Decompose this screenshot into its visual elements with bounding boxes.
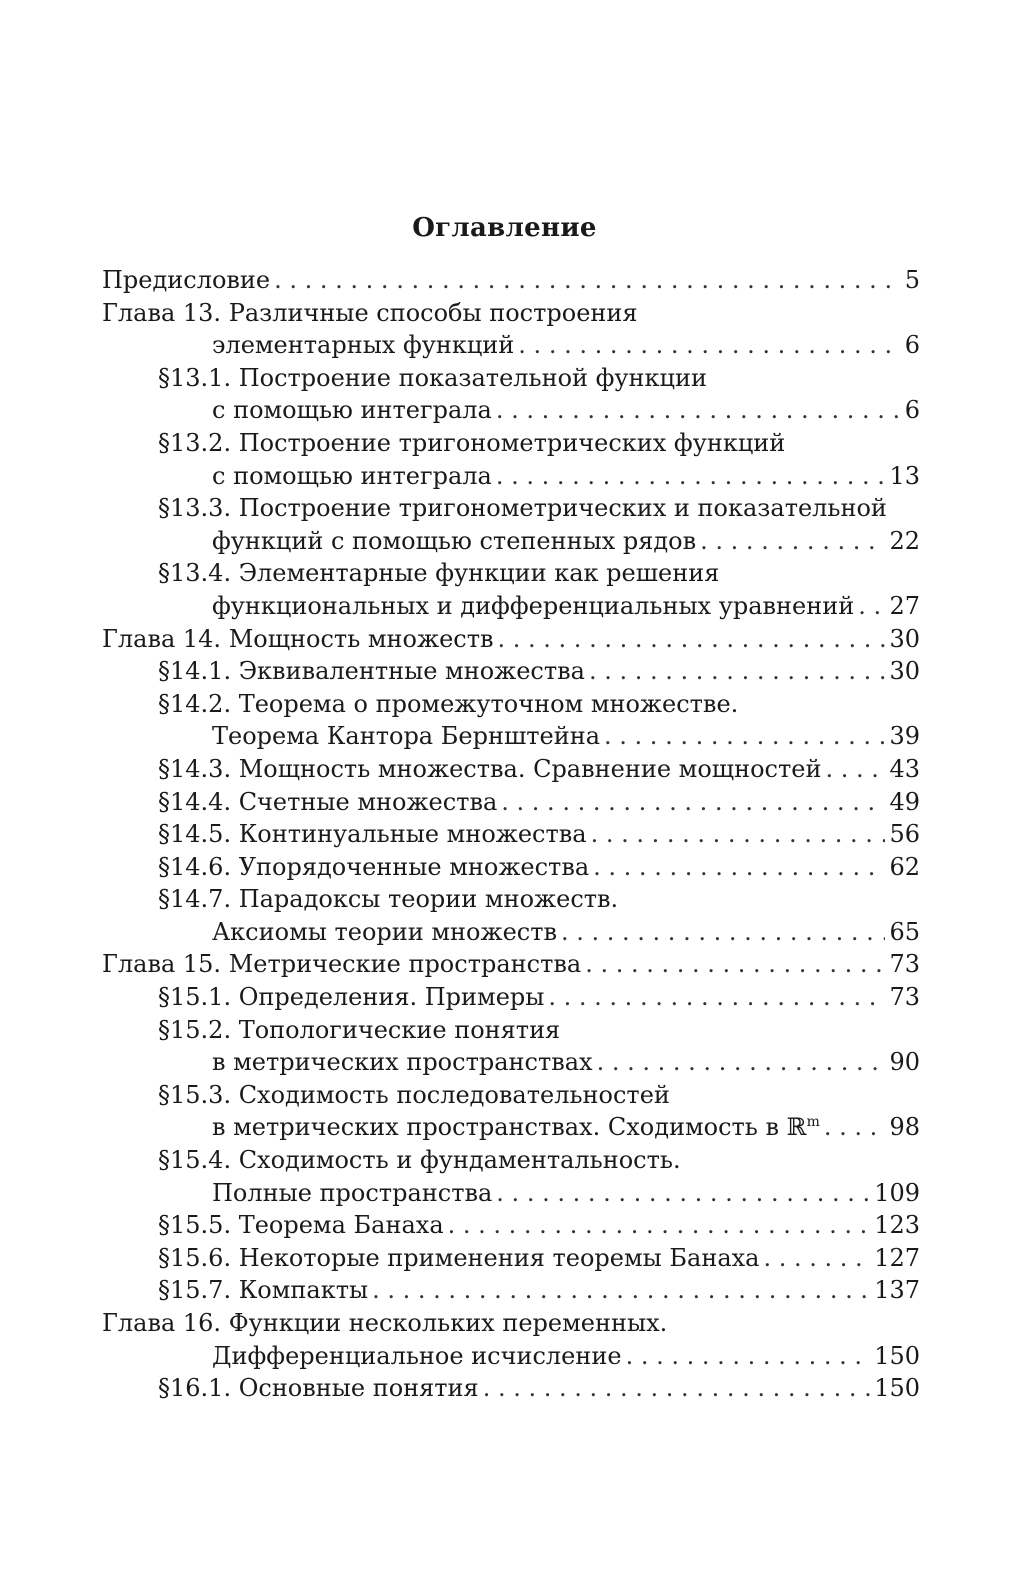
toc-entry-page-number: 73 bbox=[889, 950, 920, 979]
table-of-contents bbox=[102, 264, 920, 1405]
toc-entry-title: §15.4. Сходимость и фундаментальность. bbox=[158, 1146, 681, 1175]
toc-entry bbox=[102, 329, 920, 362]
toc-entry bbox=[102, 1144, 920, 1177]
dot-leader bbox=[483, 1372, 870, 1405]
toc-entry-page-number: 43 bbox=[889, 754, 920, 783]
toc-entry-title: Полные пространства bbox=[212, 1178, 493, 1207]
toc-entry bbox=[102, 1014, 920, 1047]
toc-entry-page-number: 73 bbox=[889, 983, 920, 1012]
toc-entry-page-number: 22 bbox=[889, 526, 920, 555]
dot-leader bbox=[548, 981, 885, 1014]
toc-entry-title: §15.6. Некоторые применения теоремы Банаха bbox=[158, 1243, 760, 1272]
toc-entry bbox=[102, 1307, 920, 1340]
toc-entry-title: с помощью интеграла bbox=[212, 461, 492, 490]
toc-entry-title: Предисловие bbox=[102, 266, 271, 294]
dot-leader bbox=[700, 525, 885, 558]
dot-leader bbox=[585, 948, 885, 981]
toc-entry bbox=[102, 297, 920, 330]
toc-entry bbox=[102, 394, 920, 427]
toc-entry bbox=[102, 460, 920, 493]
toc-entry-page-number: 62 bbox=[889, 852, 920, 881]
toc-entry bbox=[102, 590, 920, 623]
dot-leader bbox=[498, 623, 886, 656]
toc-entry bbox=[102, 264, 920, 297]
toc-entry-page-number: 30 bbox=[889, 657, 920, 686]
toc-entry bbox=[102, 623, 920, 656]
toc-entry-page-number: 30 bbox=[889, 624, 920, 653]
toc-entry-page-number: 6 bbox=[904, 331, 920, 360]
toc-entry-title: Глава 16. Функции нескольких переменных. bbox=[102, 1309, 668, 1337]
toc-entry bbox=[102, 883, 920, 916]
toc-entry-title: §15.5. Теорема Банаха bbox=[158, 1211, 444, 1240]
toc-entry-title: в метрических пространствах bbox=[212, 1048, 593, 1077]
toc-entry bbox=[102, 916, 920, 949]
dot-leader bbox=[496, 460, 886, 493]
page-title: Оглавление bbox=[412, 213, 597, 243]
toc-entry bbox=[102, 981, 920, 1014]
toc-entry-title: §14.4. Счетные множества bbox=[158, 787, 498, 816]
toc-entry bbox=[102, 1209, 920, 1242]
toc-entry-page-number: 127 bbox=[874, 1243, 920, 1272]
toc-entry-title: Глава 15. Метрические пространства bbox=[102, 950, 582, 979]
toc-entry-title: в метрических пространствах. Сходимость в ℝ$^m$ bbox=[212, 1113, 820, 1142]
dot-leader bbox=[496, 394, 901, 427]
toc-entry-title: §13.4. Элементарные функции как решения bbox=[158, 559, 720, 588]
toc-entry-title: §14.2. Теорема о промежуточном множестве. bbox=[158, 689, 739, 718]
toc-entry bbox=[102, 818, 920, 851]
dot-leader bbox=[372, 1274, 870, 1307]
toc-entry-title: элементарных функций bbox=[212, 331, 515, 360]
toc-entry bbox=[102, 753, 920, 786]
toc-entry-title: Теорема Кантора Бернштейна bbox=[212, 722, 601, 751]
toc-entry bbox=[102, 492, 920, 525]
toc-entry-page-number: 98 bbox=[889, 1113, 920, 1142]
dot-leader bbox=[593, 851, 885, 884]
toc-entry-title: §15.1. Определения. Примеры bbox=[158, 983, 545, 1012]
toc-entry bbox=[102, 557, 920, 590]
toc-entry-title: §15.2. Топологические понятия bbox=[158, 1015, 561, 1044]
toc-entry-title: §15.7. Компакты bbox=[158, 1276, 369, 1305]
toc-entry bbox=[102, 1111, 920, 1144]
toc-entry bbox=[102, 851, 920, 884]
toc-entry-page-number: 6 bbox=[904, 396, 920, 425]
dot-leader bbox=[501, 786, 885, 819]
toc-entry-title: §14.1. Эквивалентные множества bbox=[158, 657, 585, 686]
toc-entry-title: Глава 13. Различные способы построения bbox=[102, 298, 638, 327]
dot-leader bbox=[825, 753, 885, 786]
dot-leader bbox=[591, 818, 886, 851]
dot-leader bbox=[626, 1340, 871, 1373]
toc-entry bbox=[102, 1242, 920, 1275]
dot-leader bbox=[496, 1177, 870, 1210]
toc-entry-title: §14.5. Континуальные множества bbox=[158, 820, 587, 849]
toc-entry-page-number: 90 bbox=[889, 1048, 920, 1077]
toc-entry-title: §14.7. Парадоксы теории множеств. bbox=[158, 885, 619, 914]
dot-leader bbox=[858, 590, 885, 623]
toc-entry-title: §14.6. Упорядоченные множества bbox=[158, 852, 590, 881]
toc-entry-page-number: 123 bbox=[874, 1211, 920, 1240]
toc-entry-page-number: 137 bbox=[874, 1276, 920, 1305]
toc-entry bbox=[102, 1177, 920, 1210]
toc-entry-page-number: 5 bbox=[904, 266, 920, 294]
toc-entry bbox=[102, 688, 920, 721]
toc-entry-page-number: 27 bbox=[889, 591, 920, 620]
dot-leader bbox=[604, 720, 885, 753]
toc-entry-page-number: 56 bbox=[889, 820, 920, 849]
toc-entry-title: §13.3. Построение тригонометрических и показательной bbox=[158, 494, 887, 523]
dot-leader bbox=[597, 1046, 886, 1079]
dot-leader bbox=[589, 655, 885, 688]
toc-entry bbox=[102, 427, 920, 460]
toc-entry bbox=[102, 786, 920, 819]
toc-entry-title: §15.3. Сходимость последовательностей bbox=[158, 1080, 670, 1109]
toc-entry-page-number: 49 bbox=[889, 787, 920, 816]
toc-entry-page-number: 150 bbox=[874, 1374, 920, 1403]
toc-entry-page-number: 39 bbox=[889, 722, 920, 751]
toc-entry bbox=[102, 1340, 920, 1373]
dot-leader bbox=[763, 1242, 870, 1275]
toc-entry bbox=[102, 362, 920, 395]
dot-leader bbox=[274, 264, 901, 297]
toc-entry-title: Аксиомы теории множеств bbox=[212, 917, 557, 946]
toc-entry-title: §14.3. Мощность множества. Сравнение мощностей bbox=[158, 754, 822, 783]
toc-entry bbox=[102, 1274, 920, 1307]
toc-entry-title: Глава 14. Мощность множеств bbox=[102, 624, 494, 653]
toc-entry bbox=[102, 525, 920, 558]
dot-leader bbox=[561, 916, 885, 949]
toc-entry bbox=[102, 1372, 920, 1405]
toc-entry-title: функций с помощью степенных рядов bbox=[212, 526, 697, 555]
toc-entry-title: Дифференциальное исчисление bbox=[212, 1341, 622, 1370]
toc-entry bbox=[102, 948, 920, 981]
toc-entry-superscript: m bbox=[806, 1114, 820, 1131]
toc-entry-title: §16.1. Основные понятия bbox=[158, 1374, 479, 1403]
toc-entry-title: с помощью интеграла bbox=[212, 396, 492, 425]
dot-leader bbox=[518, 329, 900, 362]
toc-entry bbox=[102, 655, 920, 688]
toc-entry bbox=[102, 1079, 920, 1112]
dot-leader bbox=[824, 1111, 886, 1144]
toc-entry-page-number: 65 bbox=[889, 917, 920, 946]
toc-entry-title: §13.1. Построение показательной функции bbox=[158, 363, 707, 392]
toc-entry-title: функциональных и дифференциальных уравнений bbox=[212, 591, 855, 620]
dot-leader bbox=[448, 1209, 871, 1242]
toc-entry-page-number: 150 bbox=[874, 1341, 920, 1370]
toc-entry-page-number: 109 bbox=[874, 1178, 920, 1207]
toc-entry-title: §13.2. Построение тригонометрических функций bbox=[158, 428, 786, 457]
toc-entry-page-number: 13 bbox=[889, 461, 920, 490]
toc-entry bbox=[102, 720, 920, 753]
toc-entry bbox=[102, 1046, 920, 1079]
